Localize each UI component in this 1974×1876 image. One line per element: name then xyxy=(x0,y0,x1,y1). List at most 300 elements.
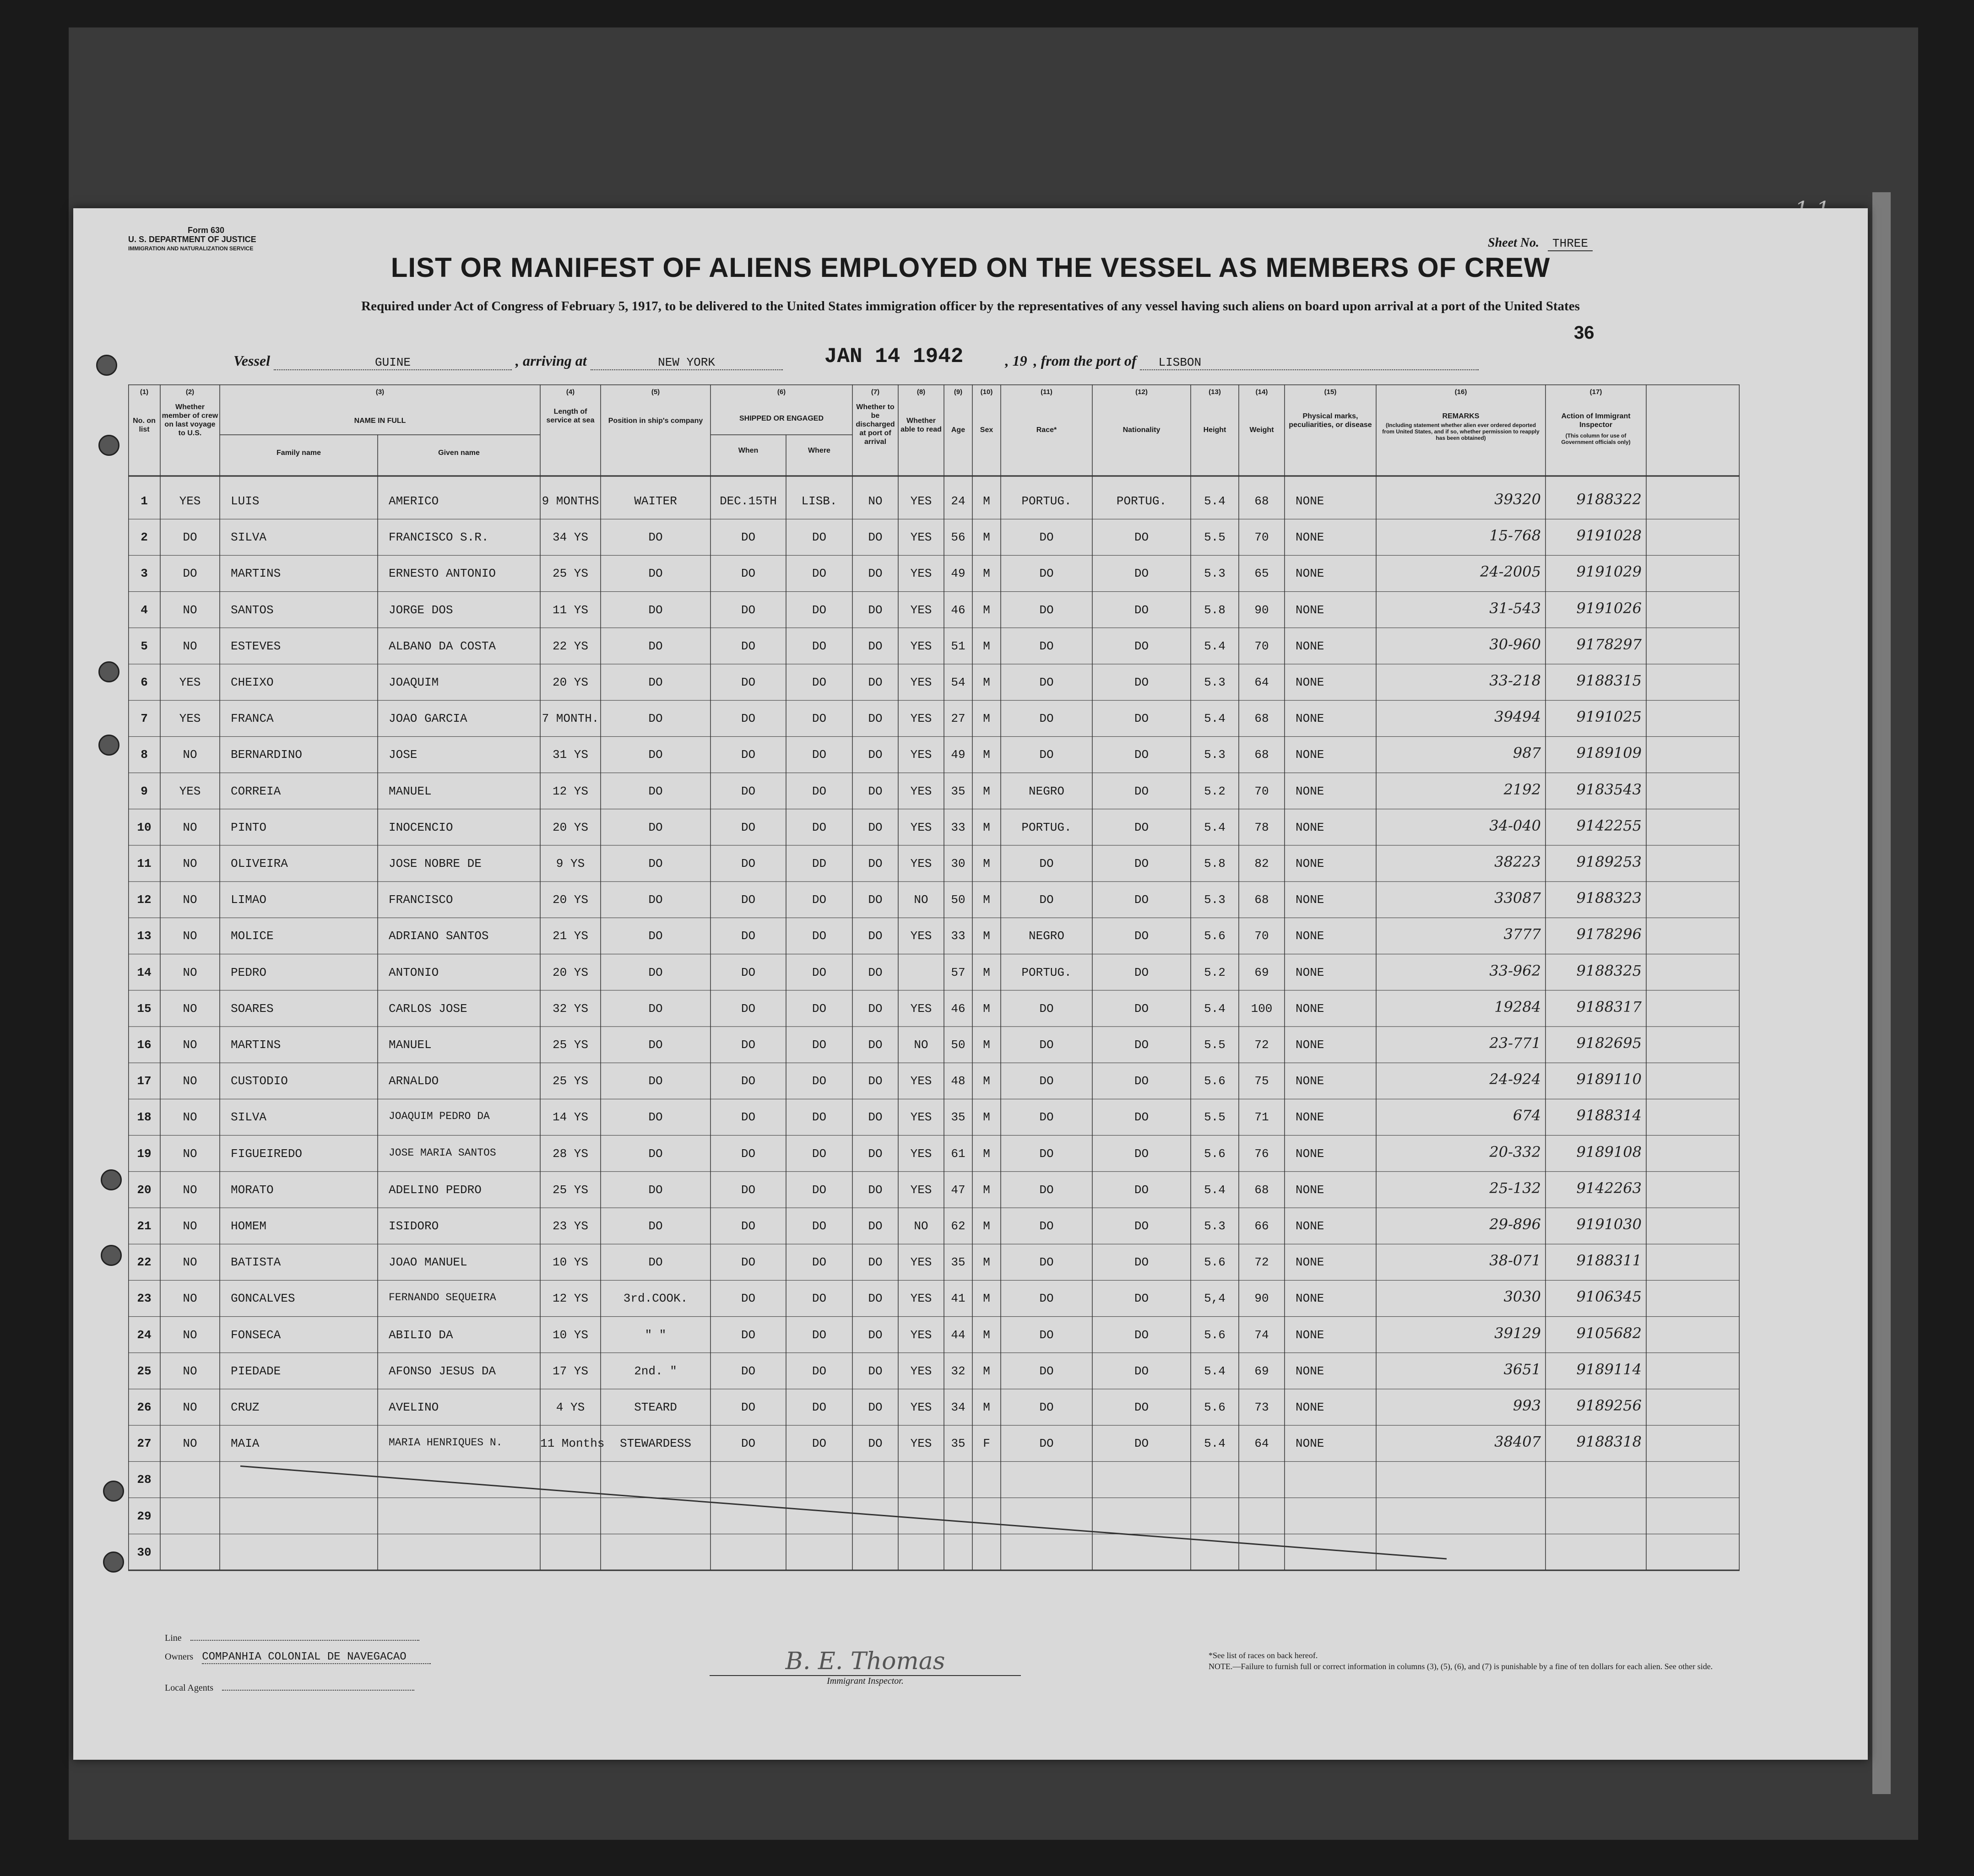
cell-height: 5.6 xyxy=(1204,1146,1226,1161)
cell-sex: M xyxy=(983,494,990,508)
cell-action: 9189114 xyxy=(1576,1360,1642,1378)
cell-when: DO xyxy=(741,820,756,834)
cell-read: NO xyxy=(914,893,928,907)
cell-given: JOSE NOBRE DE xyxy=(389,857,482,870)
cell-action: 9191025 xyxy=(1576,708,1642,726)
cell-service: 11 Months xyxy=(540,1437,605,1451)
cell-given: FERNANDO SEQUEIRA xyxy=(389,1292,496,1304)
column-number: (7) xyxy=(871,388,880,396)
cell-marks: NONE xyxy=(1296,893,1324,907)
cell-disch: DO xyxy=(868,1219,883,1233)
cell-weight: 70 xyxy=(1254,530,1269,545)
cell-where: LISB. xyxy=(801,494,837,508)
col17-header: Action of Immigrant Inspector xyxy=(1561,412,1631,429)
cell-no: 25 xyxy=(137,1364,152,1378)
cell-service: 7 MONTH. xyxy=(542,712,599,726)
cell-position: WAITER xyxy=(634,494,677,508)
cell-where: DO xyxy=(812,1001,827,1016)
punch-hole xyxy=(101,1169,122,1190)
cell-nat: PORTUG. xyxy=(1116,494,1167,508)
cell-last: NO xyxy=(183,857,197,870)
cell-height: 5.4 xyxy=(1204,1437,1226,1451)
cell-disch: DO xyxy=(868,639,883,653)
cell-read: NO xyxy=(914,1038,928,1052)
col6a-header: When xyxy=(738,447,759,454)
cell-nat: DO xyxy=(1134,603,1149,617)
cell-given: MANUEL xyxy=(389,784,432,798)
cell-marks: NONE xyxy=(1296,1400,1324,1414)
cell-last: DO xyxy=(183,530,197,545)
col9-header: Age xyxy=(951,426,965,434)
cell-family: ESTEVES xyxy=(231,639,281,653)
cell-action: 9189253 xyxy=(1576,853,1642,870)
cell-height: 5.8 xyxy=(1204,603,1226,617)
cell-weight: 69 xyxy=(1254,965,1269,979)
cell-height: 5.4 xyxy=(1204,1364,1226,1378)
cell-nat: DO xyxy=(1134,639,1149,653)
cell-disch: DO xyxy=(868,603,883,617)
cell-sex: M xyxy=(983,1292,990,1306)
cell-race: PORTUG. xyxy=(1021,820,1072,834)
cell-remarks: 987 xyxy=(1513,744,1541,762)
cell-where: DO xyxy=(812,567,827,581)
cell-weight: 73 xyxy=(1254,1400,1269,1414)
cell-given: CARLOS JOSE xyxy=(389,1001,467,1016)
cell-read: YES xyxy=(910,1400,932,1414)
cell-family: MAIA xyxy=(231,1437,260,1451)
cell-given: AVELINO xyxy=(389,1400,439,1414)
cell-nat: DO xyxy=(1134,1400,1149,1414)
cell-given: ADELINO PEDRO xyxy=(389,1183,482,1197)
cell-disch: DO xyxy=(868,748,883,762)
column-number: (14) xyxy=(1255,388,1268,396)
cell-position: DO xyxy=(648,965,663,979)
cell-action: 9106345 xyxy=(1576,1288,1642,1306)
cell-nat: DO xyxy=(1134,1038,1149,1052)
cell-race: DO xyxy=(1039,603,1054,617)
cell-where: DO xyxy=(812,1219,827,1233)
service: IMMIGRATION AND NATURALIZATION SERVICE xyxy=(128,245,254,252)
column-number: (4) xyxy=(566,388,575,396)
column-number: (12) xyxy=(1135,388,1148,396)
cell-sex: M xyxy=(983,1219,990,1233)
cell-sex: M xyxy=(983,1146,990,1161)
cell-when: DO xyxy=(741,1001,756,1016)
cell-service: 32 YS xyxy=(552,1001,588,1016)
cell-age: 46 xyxy=(951,1001,965,1016)
owners-value: COMPANHIA COLONIAL DE NAVEGACAO xyxy=(202,1651,431,1664)
cell-read: YES xyxy=(910,857,932,870)
cell-last: NO xyxy=(183,1001,197,1016)
cell-remarks: 33-962 xyxy=(1489,962,1541,979)
cell-when: DO xyxy=(741,1146,756,1161)
cell-age: 35 xyxy=(951,1110,965,1125)
footer-agents xyxy=(165,1683,414,1693)
cell-height: 5.5 xyxy=(1204,1038,1226,1052)
cell-position: " " xyxy=(645,1328,667,1342)
cell-race: DO xyxy=(1039,1255,1054,1270)
cell-nat: DO xyxy=(1134,567,1149,581)
cell-family: CHEIXO xyxy=(231,676,274,689)
cell-remarks: 29-896 xyxy=(1489,1216,1541,1233)
cell-sex: M xyxy=(983,530,990,545)
cell-marks: NONE xyxy=(1296,712,1324,726)
cell-marks: NONE xyxy=(1296,1001,1324,1016)
cell-when: DO xyxy=(741,1437,756,1451)
cell-age: 44 xyxy=(951,1328,965,1342)
cell-family: FIGUEIREDO xyxy=(231,1146,303,1161)
cell-age: 56 xyxy=(951,530,965,545)
cell-remarks: 19284 xyxy=(1494,998,1541,1016)
cell-service: 34 YS xyxy=(552,530,588,545)
cell-no: 10 xyxy=(137,820,152,834)
cell-given: JOAO MANUEL xyxy=(389,1255,467,1270)
cell-weight: 100 xyxy=(1251,1001,1273,1016)
cell-where: DO xyxy=(812,1110,827,1125)
cell-remarks: 34-040 xyxy=(1489,816,1541,834)
col2-header: Whether member of crew on last voyage to U.S. xyxy=(162,403,218,437)
cell-height: 5.6 xyxy=(1204,1400,1226,1414)
col3b-header: Given name xyxy=(438,449,480,457)
cell-no: 13 xyxy=(137,929,152,943)
cell-last: NO xyxy=(183,1292,197,1306)
cell-last: NO xyxy=(183,1437,197,1451)
sheet-label: Sheet No. xyxy=(1488,236,1539,250)
cell-read: YES xyxy=(910,1074,932,1088)
inspector-signature-block xyxy=(710,1648,1021,1687)
cell-remarks: 24-924 xyxy=(1489,1070,1541,1088)
cell-family: MARTINS xyxy=(231,567,281,581)
cell-service: 20 YS xyxy=(552,820,588,834)
cell-read: YES xyxy=(910,748,932,762)
cell-where: DO xyxy=(812,1074,827,1088)
cell-read: YES xyxy=(910,1437,932,1451)
cell-no: 17 xyxy=(137,1074,152,1088)
cell-when: DO xyxy=(741,712,756,726)
subtitle: Required under Act of Congress of February 5, 1917, to be delivered to the United States immigration officer by the representatives of any vessel having such aliens on board upon arrival at a port of the United States xyxy=(361,299,1580,314)
cell-nat: DO xyxy=(1134,1364,1149,1378)
cell-no: 24 xyxy=(137,1328,152,1342)
cell-marks: NONE xyxy=(1296,1038,1324,1052)
cell-marks: NONE xyxy=(1296,1364,1324,1378)
cell-service: 25 YS xyxy=(552,1183,588,1197)
cell-last: NO xyxy=(183,1364,197,1378)
cell-marks: NONE xyxy=(1296,1219,1324,1233)
cell-service: 25 YS xyxy=(552,567,588,581)
page-number: 36 xyxy=(1574,323,1594,343)
cell-height: 5.3 xyxy=(1204,893,1226,907)
cell-weight: 71 xyxy=(1254,1110,1269,1125)
cell-family: GONCALVES xyxy=(231,1292,295,1306)
cell-weight: 72 xyxy=(1254,1038,1269,1052)
cell-race: DO xyxy=(1039,1183,1054,1197)
cell-race: DO xyxy=(1039,1328,1054,1342)
cell-race: DO xyxy=(1039,857,1054,870)
cell-remarks: 38407 xyxy=(1494,1433,1541,1451)
cell-position: DO xyxy=(648,712,663,726)
cell-sex: M xyxy=(983,676,990,689)
col5-header: Position in ship's company xyxy=(608,417,703,425)
cell-where: DO xyxy=(812,820,827,834)
cell-service: 10 YS xyxy=(552,1255,588,1270)
column-number: (8) xyxy=(916,388,926,396)
cell-action: 9188311 xyxy=(1576,1252,1642,1270)
cell-position: DO xyxy=(648,784,663,798)
cell-position: DO xyxy=(648,639,663,653)
cell-no: 15 xyxy=(137,1001,152,1016)
cell-weight: 68 xyxy=(1254,494,1269,508)
cell-action: 9191028 xyxy=(1576,527,1642,545)
column-number: (13) xyxy=(1209,388,1221,396)
punch-hole xyxy=(103,1552,124,1573)
cell-given: JOAO GARCIA xyxy=(389,712,467,726)
cell-no: 3 xyxy=(141,567,148,581)
cell-remarks: 15-768 xyxy=(1489,527,1541,545)
cell-last: NO xyxy=(183,965,197,979)
col3a-header: Family name xyxy=(277,449,321,457)
cell-read: YES xyxy=(910,494,932,508)
cell-given: AFONSO JESUS DA xyxy=(389,1364,496,1378)
cell-weight: 68 xyxy=(1254,1183,1269,1197)
cell-sex: M xyxy=(983,1001,990,1016)
cell-weight: 75 xyxy=(1254,1074,1269,1088)
cell-read: YES xyxy=(910,530,932,545)
cell-service: 4 YS xyxy=(556,1400,585,1414)
cell-no: 27 xyxy=(137,1437,152,1451)
column-number: (16) xyxy=(1454,388,1467,396)
cell-sex: M xyxy=(983,1038,990,1052)
cell-given: JOSE MARIA SANTOS xyxy=(389,1146,496,1159)
cell-when: DEC.15TH xyxy=(720,494,777,508)
cell-given: ERNESTO ANTONIO xyxy=(389,567,496,581)
cell-remarks: 23-771 xyxy=(1489,1034,1541,1052)
cell-remarks: 3651 xyxy=(1503,1360,1541,1378)
cell-sex: M xyxy=(983,1364,990,1378)
cell-action: 9142263 xyxy=(1576,1179,1642,1197)
page-title: LIST OR MANIFEST OF ALIENS EMPLOYED ON THE VESSEL AS MEMBERS OF CREW xyxy=(390,252,1551,283)
cell-weight: 74 xyxy=(1254,1328,1269,1342)
cell-remarks: 39129 xyxy=(1494,1324,1541,1342)
cell-marks: NONE xyxy=(1296,1255,1324,1270)
cell-family: LIMAO xyxy=(231,893,267,907)
cell-age: 49 xyxy=(951,567,965,581)
cell-height: 5.4 xyxy=(1204,1183,1226,1197)
cell-given: ALBANO DA COSTA xyxy=(389,639,496,653)
cell-race: PORTUG. xyxy=(1021,965,1072,979)
cell-height: 5.2 xyxy=(1204,965,1226,979)
cell-height: 5,4 xyxy=(1204,1292,1226,1306)
cell-when: DO xyxy=(741,1183,756,1197)
cell-disch: DO xyxy=(868,929,883,943)
cell-height: 5.8 xyxy=(1204,857,1226,870)
cell-last: YES xyxy=(179,784,201,798)
cell-no: 5 xyxy=(141,639,148,653)
cell-disch: DO xyxy=(868,1038,883,1052)
cell-position: DO xyxy=(648,1001,663,1016)
cell-given: ABILIO DA xyxy=(389,1328,453,1342)
cell-read: YES xyxy=(910,567,932,581)
cell-position: 2nd. " xyxy=(634,1364,677,1378)
cell-no: 21 xyxy=(137,1219,152,1233)
cell-marks: NONE xyxy=(1296,1146,1324,1161)
punch-hole xyxy=(96,355,117,376)
cell-sex: M xyxy=(983,820,990,834)
cell-when: DO xyxy=(741,530,756,545)
cell-family: MARTINS xyxy=(231,1038,281,1052)
cell-age: 54 xyxy=(951,676,965,689)
cell-last: NO xyxy=(183,893,197,907)
from-port: LISBON xyxy=(1140,356,1479,370)
cell-disch: DO xyxy=(868,965,883,979)
cell-marks: NONE xyxy=(1296,530,1324,545)
cell-action: 9105682 xyxy=(1576,1324,1642,1342)
cell-height: 5.5 xyxy=(1204,530,1226,545)
cell-position: DO xyxy=(648,530,663,545)
cell-family: SILVA xyxy=(231,1110,267,1125)
cell-given: INOCENCIO xyxy=(389,820,453,834)
col16-sub: (Including statement whether alien ever ordered deported from United States, and if so, whether permission to reapply has been obtained) xyxy=(1382,422,1540,441)
vessel-name: GUINE xyxy=(274,356,512,370)
cell-where: DO xyxy=(812,1146,827,1161)
cell-action: 9191026 xyxy=(1576,599,1642,617)
cell-weight: 68 xyxy=(1254,893,1269,907)
cell-sex: M xyxy=(983,857,990,870)
cell-disch: DO xyxy=(868,1400,883,1414)
col1-header: No. on list xyxy=(133,417,156,433)
cell-sex: M xyxy=(983,712,990,726)
cell-disch: DO xyxy=(868,820,883,834)
cell-when: DO xyxy=(741,567,756,581)
cell-marks: NONE xyxy=(1296,965,1324,979)
cell-weight: 66 xyxy=(1254,1219,1269,1233)
cell-action: 9189110 xyxy=(1576,1070,1642,1088)
cell-read: YES xyxy=(910,784,932,798)
cell-nat: DO xyxy=(1134,784,1149,798)
line-label: Line xyxy=(165,1633,182,1643)
cell-last: NO xyxy=(183,1146,197,1161)
cell-remarks: 3777 xyxy=(1503,925,1541,943)
cell-when: DO xyxy=(741,929,756,943)
cell-nat: DO xyxy=(1134,1437,1149,1451)
cell-no: 9 xyxy=(141,784,148,798)
punch-hole xyxy=(98,735,119,756)
cell-nat: DO xyxy=(1134,1328,1149,1342)
cell-no: 19 xyxy=(137,1146,152,1161)
cell-no: 6 xyxy=(141,676,148,689)
line-field xyxy=(190,1640,419,1641)
punch-hole xyxy=(98,661,119,682)
cell-age: 32 xyxy=(951,1364,965,1378)
cell-weight: 64 xyxy=(1254,676,1269,689)
cell-position: 3rd.COOK. xyxy=(623,1292,688,1306)
cell-action: 9189109 xyxy=(1576,744,1642,762)
cell-race: DO xyxy=(1039,748,1054,762)
cell-where: DO xyxy=(812,1400,827,1414)
cell-nat: DO xyxy=(1134,1074,1149,1088)
cell-last: YES xyxy=(179,676,201,689)
cell-read: NO xyxy=(914,1219,928,1233)
from-label: , from the port of xyxy=(1033,352,1137,369)
cell-disch: DO xyxy=(868,676,883,689)
page-edge xyxy=(1872,192,1891,1794)
cell-no: 14 xyxy=(137,965,152,979)
cell-race: DO xyxy=(1039,567,1054,581)
cell-remarks: 3030 xyxy=(1503,1288,1541,1306)
cell-service: 22 YS xyxy=(552,639,588,653)
column-number: (17) xyxy=(1589,388,1602,396)
cell-family: FONSECA xyxy=(231,1328,281,1342)
cell-read: YES xyxy=(910,1001,932,1016)
cell-where: DO xyxy=(812,603,827,617)
cell-service: 11 YS xyxy=(552,603,588,617)
cell-marks: NONE xyxy=(1296,567,1324,581)
col14-header: Weight xyxy=(1249,426,1274,434)
cell-age: 50 xyxy=(951,893,965,907)
cell-when: DO xyxy=(741,1110,756,1125)
cell-family: PEDRO xyxy=(231,965,267,979)
cell-last: NO xyxy=(183,1183,197,1197)
cell-height: 5.4 xyxy=(1204,639,1226,653)
year-label: , 19 xyxy=(1005,352,1027,369)
cell-family: MOLICE xyxy=(231,929,274,943)
cell-read: YES xyxy=(910,603,932,617)
cell-remarks: 993 xyxy=(1513,1397,1541,1414)
cell-position: DO xyxy=(648,1146,663,1161)
cell-height: 5.3 xyxy=(1204,567,1226,581)
inspector-label: Immigrant Inspector. xyxy=(827,1676,904,1686)
cell-height: 5.2 xyxy=(1204,784,1226,798)
cell-age: 41 xyxy=(951,1292,965,1306)
cell-action: 9191030 xyxy=(1576,1216,1642,1233)
column-number: (2) xyxy=(185,388,195,396)
cell-last: NO xyxy=(183,1110,197,1125)
cell-position: DO xyxy=(648,1074,663,1088)
cell-disch: DO xyxy=(868,893,883,907)
cell-when: DO xyxy=(741,857,756,870)
cell-race: DO xyxy=(1039,1437,1054,1451)
form-header xyxy=(128,226,256,253)
cell-disch: DO xyxy=(868,1146,883,1161)
cell-age: 61 xyxy=(951,1146,965,1161)
cell-family: CORREIA xyxy=(231,784,281,798)
cell-action: 9191029 xyxy=(1576,563,1642,581)
vessel-label: Vessel xyxy=(233,352,270,369)
cell-family: SILVA xyxy=(231,530,267,545)
cell-age: 30 xyxy=(951,857,965,870)
col16-header: REMARKS xyxy=(1442,412,1480,420)
cell-remarks: 38223 xyxy=(1494,853,1541,870)
cell-when: DO xyxy=(741,965,756,979)
arriving-label: , arriving at xyxy=(515,352,587,369)
cell-sex: M xyxy=(983,1183,990,1197)
cell-race: NEGRO xyxy=(1028,784,1064,798)
penalty-note: NOTE.—Failure to furnish full or correct information in columns (3), (5), (6), and (7) is punishable by a fine of ten dollars for each alien. See other side. xyxy=(1209,1662,1713,1671)
cell-no: 1 xyxy=(141,494,148,508)
owners-label: Owners xyxy=(165,1652,194,1662)
cell-last: YES xyxy=(179,712,201,726)
cell-family: OLIVEIRA xyxy=(231,857,288,870)
cell-nat: DO xyxy=(1134,748,1149,762)
cell-where: DO xyxy=(812,639,827,653)
cell-position: DO xyxy=(648,857,663,870)
cell-disch: DO xyxy=(868,1255,883,1270)
cell-position: DO xyxy=(648,1183,663,1197)
cell-given: ADRIANO SANTOS xyxy=(389,929,489,943)
cell-race: DO xyxy=(1039,530,1054,545)
cell-no: 20 xyxy=(137,1183,152,1197)
cell-where: DO xyxy=(812,965,827,979)
cell-marks: NONE xyxy=(1296,857,1324,870)
